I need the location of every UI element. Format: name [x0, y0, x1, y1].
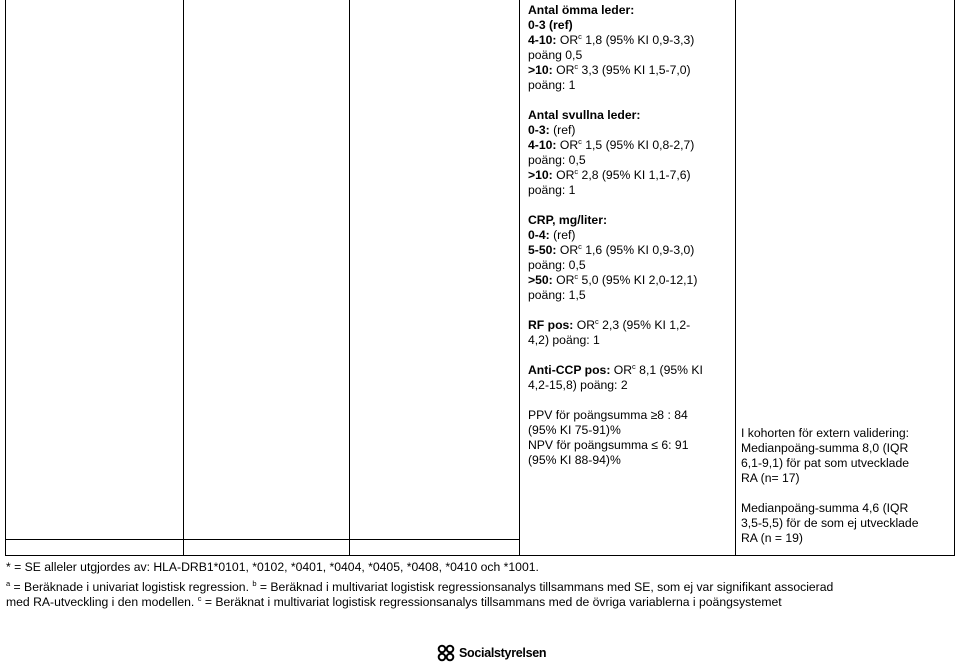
model-variables-cell: Antal ömma leder: 0-3 (ref) 4-10: $OR^c$ 1,8 (95% KI 0,9-3,3) poäng 0,5 >10: $OR^c$ 3,3 (95% KI 1,5-7,0) poäng: 1 Antal svullna leder: 0-3: (ref) 4-10: $OR^c$ 1,5 (95% KI 0,8-2,7) poäng: 0,5 >10: $OR^c$ 2,8 (95% KI 1,1-7,6) poäng: 1 CRP, mg/liter: 0-4: (ref) 5-50: $OR^c$ 1,6 (95% KI 0,9-3,0) poäng: 0,5 >50: $OR^c$ 5,0 (95% KI 2,0-12,1) poäng: 1,5 RF pos: $OR^c$ 2,3 (95% KI 1,2- 4,2) poäng: 1 Anti-CCP pos: $OR^c$ 8,1 (95% KI 4,2-15,8) poäng: 2 PPV för poängsumma ≥8 : 84 (95% KI 75-91)% NPV för poängsumma ≤ 6: 91 (95% KI 88-94)% — [528, 3, 703, 467]
row-divider — [6, 539, 519, 540]
column-divider-2 — [349, 0, 350, 556]
column-divider-1 — [183, 0, 184, 556]
se-footnote: * = SE alleler utgjordes av: HLA-DRB1*0101, *0102, *0401, *0404, *0405, *0408, *0410 och *1001. — [6, 560, 539, 574]
socialstyrelsen-logo — [437, 644, 546, 662]
socialstyrelsen-logo-icon — [437, 644, 455, 662]
logo-text: Socialstyrelsen — [459, 646, 547, 660]
column-divider-4 — [735, 0, 736, 556]
abc-footnotes: $^a$ = Beräknade i univariat logistisk regression. $^b$ = Beräknad i multivariat logistisk regressionsanalys tillsammans med SE, som ej var signifikant associerad med RA-utveckling i den modellen. $^c$ = Beräknat i multivariat logistisk regressionsanalys tillsammans med de övriga variablerna i poängsystemet — [6, 578, 834, 609]
validation-cell: I kohorten för extern validering: Medianpoäng-summa 8,0 (IQR 6,1-9,1) för pat som utvecklade RA (n= 17) Medianpoäng-summa 4,6 (IQR 3,5-5,5) för de som ej utvecklade RA (n = 19) — [741, 426, 919, 545]
column-divider-3 — [519, 0, 520, 556]
